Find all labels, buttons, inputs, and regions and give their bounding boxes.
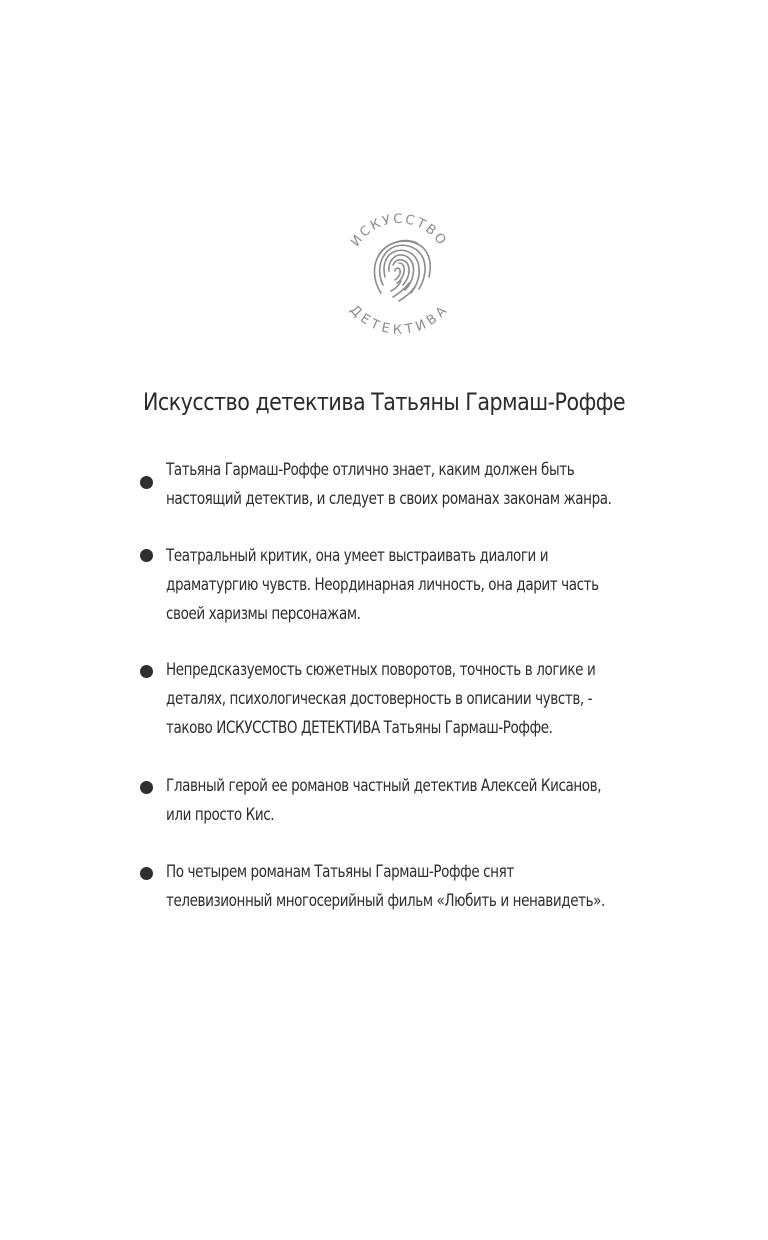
bullet-dot (140, 781, 153, 794)
logo-bottom-textpath: ДЕТЕКТИВА (346, 302, 452, 337)
bullet-dot (140, 549, 153, 562)
list-item-line: таково ИСКУССТВО ДЕТЕКТИВА Татьяны Гармаш-Роффе. (166, 718, 553, 737)
list-item-line: Непредсказуемость сюжетных поворотов, точность в логике и (166, 660, 596, 679)
logo-top-textpath: ИСКУССТВО (348, 211, 450, 250)
list-item-line: деталях, психологическая достоверность в описании чувств, - (166, 689, 593, 708)
list-item-line: телевизионный многосерийный фильм «Любить и ненавидеть». (166, 891, 605, 910)
list-item-text (166, 857, 625, 915)
logo-top-text (348, 212, 450, 249)
list-item-text (166, 771, 625, 829)
list-item-line: Татьяна Гармаш-Роффе отлично знает, каким должен быть (166, 460, 575, 479)
list-item-line: настоящий детектив, и следует в своих романах законам жанра. (166, 489, 612, 508)
series-logo (333, 205, 465, 337)
list-item-line: своей харизмы персонажам. (166, 604, 361, 623)
list-item-line: Театральный критик, она умеет выстраивать диалоги и (166, 546, 549, 565)
list-item-line: драматургию чувств. Неординарная личность, она дарит часть (166, 575, 599, 594)
list-item-line: По четырем романам Татьяны Гармаш-Роффе снят (166, 862, 514, 881)
fingerprint-icon (333, 205, 465, 337)
list-item-line: или просто Кис. (166, 805, 275, 824)
bullet-dot (140, 476, 153, 489)
list-item-text (166, 455, 625, 513)
bullet-dot (140, 867, 153, 880)
bullet-dot (140, 665, 153, 678)
list-item-text (166, 655, 625, 742)
logo-bottom-text (347, 302, 452, 337)
list-item-line: Главный герой ее романов частный детектив Алексей Кисанов, (166, 776, 602, 795)
list-item-text (166, 541, 625, 628)
page-title: Искусство детектива Татьяны Гармаш-Роффе (142, 388, 626, 416)
